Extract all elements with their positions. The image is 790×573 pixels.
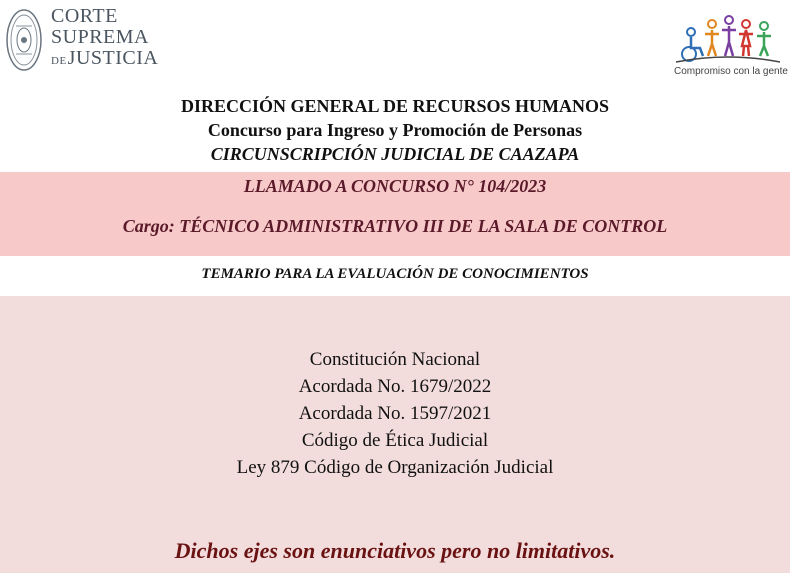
slogan-text: Compromiso con la gente xyxy=(674,66,788,77)
llamado-text: LLAMADO A CONCURSO N° 104/2023 xyxy=(243,176,547,196)
list-item: Ley 879 Código de Organización Judicial xyxy=(236,457,554,478)
temario-title: TEMARIO PARA LA EVALUACIÓN DE CONOCIMIENTOS xyxy=(201,266,589,282)
corte-suprema-logo xyxy=(6,4,159,74)
temario-list xyxy=(0,346,790,481)
list-item: Acordada No. 1597/2021 xyxy=(298,403,492,424)
list-item: Código de Ética Judicial xyxy=(301,430,489,451)
brand-line-corte: CORTE xyxy=(51,5,118,27)
brand-de: DE xyxy=(51,55,67,67)
temario-content xyxy=(0,296,790,573)
list-item: Acordada No. 1679/2022 xyxy=(298,376,492,397)
page-title: DIRECCIÓN GENERAL DE RECURSOS HUMANOS xyxy=(180,96,610,116)
page-subtitle: Concurso para Ingreso y Promoción de Personas xyxy=(207,120,583,140)
seal-icon xyxy=(6,6,46,72)
list-item: Constitución Nacional xyxy=(309,349,481,370)
title-block xyxy=(0,94,790,166)
brand-line-suprema: SUPREMA xyxy=(51,26,149,48)
document-header xyxy=(0,0,790,92)
circunscripcion-label: CIRCUNSCRIPCIÓN JUDICIAL DE CAAZAPA xyxy=(210,144,580,164)
brand-line-justicia xyxy=(51,48,158,72)
footer-note: Dichos ejes son enunciativos pero no limitativos. xyxy=(174,538,616,563)
cargo-text: Cargo: TÉCNICO ADMINISTRATIVO III DE LA SALA DE CONTROL xyxy=(122,216,668,236)
llamado-band xyxy=(0,172,790,256)
brand-text xyxy=(51,6,158,72)
brand-justicia: JUSTICIA xyxy=(67,47,159,69)
